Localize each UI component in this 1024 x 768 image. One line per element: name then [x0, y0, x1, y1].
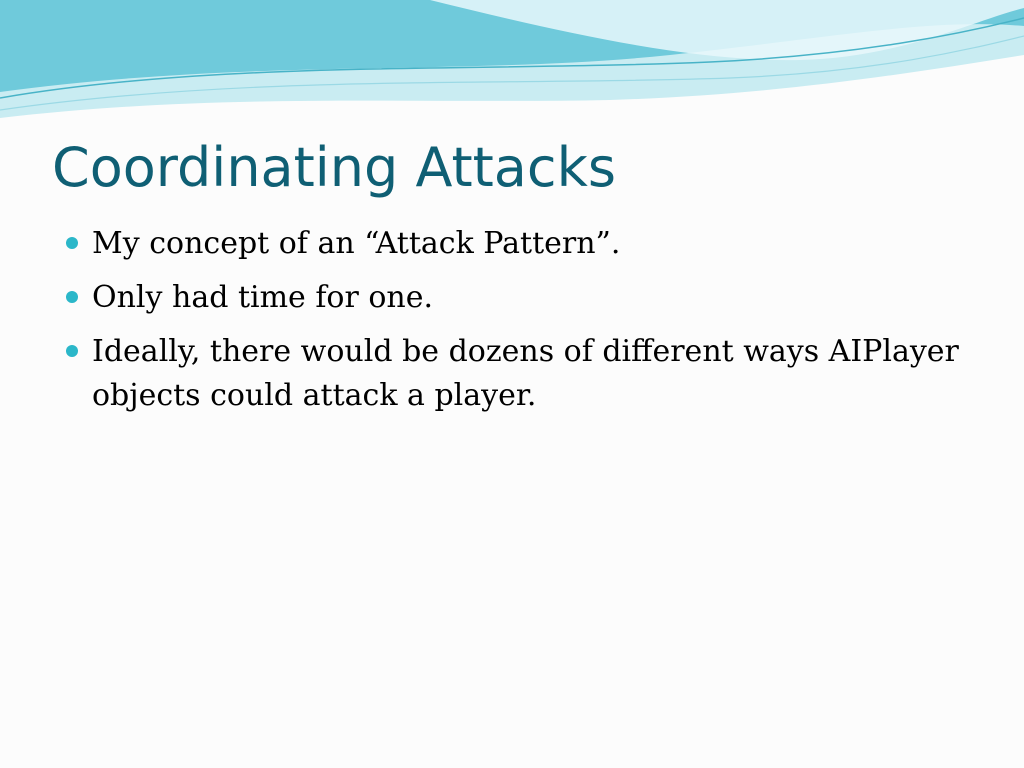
- bullet-text: My concept of an “Attack Pattern”.: [92, 226, 621, 261]
- bullet-icon: [66, 237, 78, 249]
- bullet-icon: [66, 345, 78, 357]
- bullet-text: Only had time for one.: [92, 280, 434, 315]
- bullet-list: [92, 222, 972, 428]
- bullet-item: [92, 222, 972, 266]
- slide-title: Coordinating Attacks: [52, 136, 616, 199]
- wave-header-decoration: [0, 0, 1024, 130]
- bullet-icon: [66, 291, 78, 303]
- bullet-text: Ideally, there would be dozens of different ways AIPlayer objects could attack a player.: [92, 334, 959, 413]
- bullet-item: [92, 276, 972, 320]
- bullet-item: [92, 330, 972, 418]
